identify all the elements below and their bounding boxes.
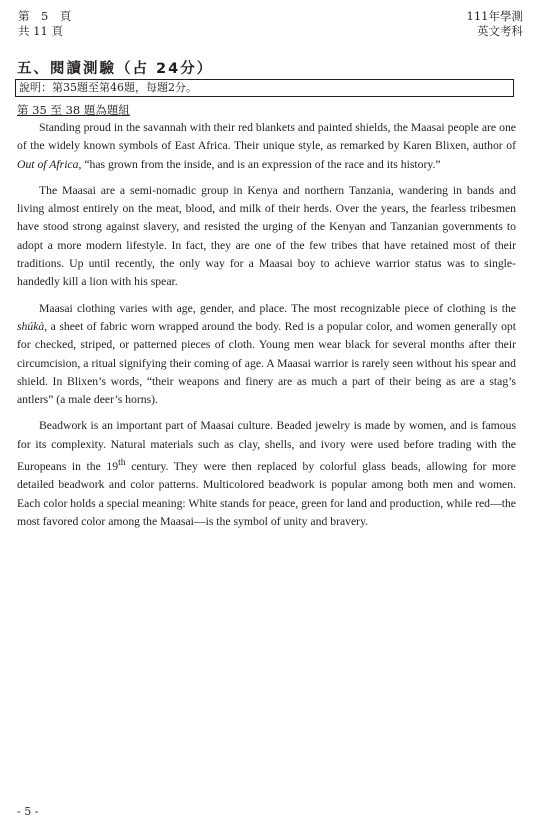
book-title: Out of Africa bbox=[17, 157, 79, 171]
question-group-label: 第 35 至 38 題為題組 bbox=[17, 103, 130, 117]
section-title: 五、閱讀測驗（占 24分） bbox=[17, 61, 214, 77]
paragraph-4 bbox=[17, 417, 516, 531]
page-footer-number: - 5 - bbox=[17, 805, 39, 818]
paragraph-4-text-a: Beadwork is an important part of Maasai culture. Beaded jewelry is made by women, and is famous for its complexity. Natural materials such as clay, shells, and ivory were used before trading with the Europeans in the 19 bbox=[17, 419, 516, 473]
subject-label: 英文考科 bbox=[477, 24, 523, 38]
paragraph-3-text-a: Maasai clothing varies with age, gender, and place. The most recognizable piece of clothing is the bbox=[39, 301, 516, 315]
paragraph-4-text-b: century. They were then replaced by colorful glass beads, allowing for more detailed beadwork and color patterns. Multicolored beadwork is popular among both men and women. Each color holds a special meaning: White stands for peace, green for land and production, while red—the most favored color among the Maasai—is the symbol of unity and bravery. bbox=[17, 459, 516, 528]
page-header-left bbox=[18, 9, 71, 39]
reading-passage bbox=[17, 119, 516, 539]
paragraph-2: The Maasai are a semi-nomadic group in Kenya and northern Tanzania, wandering in bands and living almost entirely on the meat, blood, and milk of their herds. Over the years, the fearless tribesmen have stood strong against slavery, and resisted the urging of the Kenyan and Tanzanian governments to adopt a more modern lifestyle. In fact, they are one of the few tribes that have retained most of their traditions. Up until recently, the only way for a Maasai boy to achieve warrior status was to single-handedly kill a lion with his spear. bbox=[17, 183, 516, 289]
paragraph-1-text-a: Standing proud in the savannah with their red blankets and painted shields, the Maasai people are one of the widely known symbols of East Africa. Their unique style, as remarked by Karen Blixen, author of bbox=[17, 121, 516, 153]
instructions-text: 說明：第35題至第46題，每題2分。 bbox=[19, 81, 197, 94]
page-number-label: 第 5 頁 bbox=[18, 9, 72, 23]
exam-year-label: 111年學測 bbox=[466, 9, 523, 23]
paragraph-1-text-b: , “has grown from the inside, and is an expression of the race and its history.” bbox=[78, 157, 441, 171]
paragraph-1 bbox=[17, 119, 516, 174]
paragraph-3-text-b: , a sheet of fabric worn wrapped around the body. Red is a popular color, and women generally opt for checked, striped, or patterned pieces of cloth. Young men wear black for several months after their circumcision, a ritual signifying their coming of age. A Maasai warrior is rarely seen without his spear and shield. In Blixen’s words, “their weapons and finery are as much a part of their being as are a stag’s antlers” (a male deer’s horns). bbox=[17, 319, 516, 407]
paragraph-3 bbox=[17, 300, 516, 410]
clothing-term: shúkà bbox=[17, 319, 45, 333]
page-header-right bbox=[467, 9, 523, 39]
ordinal-suffix: th bbox=[118, 457, 126, 469]
instructions-box bbox=[15, 79, 514, 97]
total-pages-label: 共 11 頁 bbox=[18, 24, 63, 38]
